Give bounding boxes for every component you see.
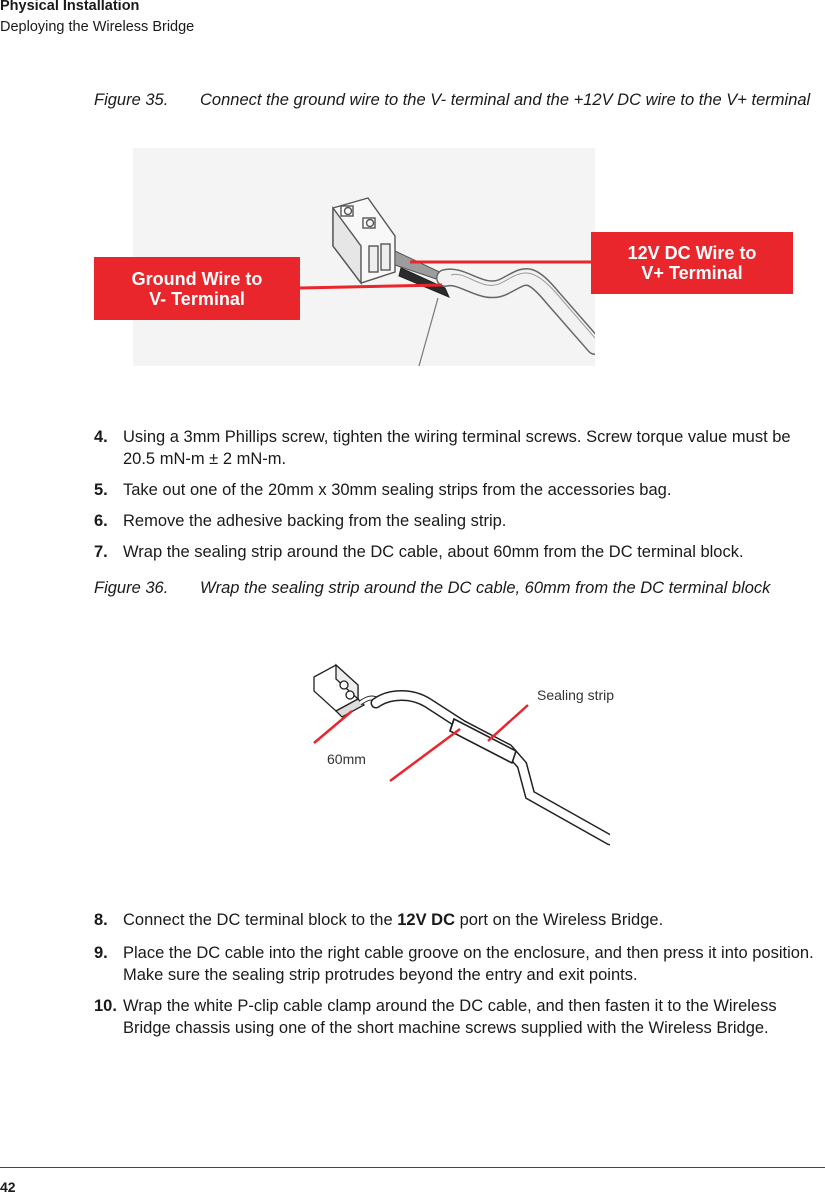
step-number: 10. [94,997,117,1015]
distance-leader-right [390,729,460,781]
running-header-section: Physical Installation [0,0,140,14]
figure-35-number: Figure 35. [94,91,169,109]
figure-35-caption-text: Connect the ground wire to the V- terminal and the +12V DC wire to the V+ terminal [200,91,811,109]
dc-callout-line1: 12V DC Wire to [627,243,757,263]
ground-callout-line1: Ground Wire to [131,268,263,289]
step-text: Wrap the white P-clip cable clamp around the DC cable, and then fasten it to the Wireless Bridge chassis using one of the short machine screws supplied with the Wireless Bridge. [123,997,777,1037]
step-text: Take out one of the 20mm x 30mm sealing strips from the accessories bag. [123,481,672,499]
distance-leader-left [314,711,352,743]
footer-rule [0,1167,825,1168]
port-name-bold: 12V DC [397,911,455,929]
step-number: 4. [94,428,108,446]
ground-callout-line2: V- Terminal [149,288,245,309]
dc-wire-callout [591,232,793,294]
ground-leader-line [300,285,442,288]
step-10 [94,995,825,1061]
step-text: Connect the DC terminal block to the 12V DC port on the Wireless Bridge. [123,911,664,929]
step-number: 8. [94,911,108,929]
figure-36-number: Figure 36. [94,579,169,597]
distance-60mm-label: 60mm [327,751,366,767]
page-number: 42 [0,1179,16,1195]
step-text: Using a 3mm Phillips screw, tighten the wiring terminal screws. Screw torque value must be 20.5 mN-m ± 2 mN-m. [123,428,791,468]
step-9 [94,942,825,986]
strip-leader [488,705,528,741]
step-number: 5. [94,481,108,499]
step-text: Remove the adhesive backing from the sealing strip. [123,512,507,530]
step-number: 7. [94,543,108,561]
step-text: Wrap the sealing strip around the DC cable, about 60mm from the DC terminal block. [123,543,744,561]
running-header-subsection: Deploying the Wireless Bridge [0,19,195,35]
figure-35-leader-lines [0,0,825,400]
sealing-strip-label: Sealing strip [537,687,615,703]
step-text: Place the DC cable into the right cable groove on the enclosure, and then press it into position. Make sure the sealing strip protrudes beyond the entry and exit points. [123,944,814,984]
ground-wire-callout [94,257,300,320]
figure-36-caption-text: Wrap the sealing strip around the DC cable, 60mm from the DC terminal block [200,579,771,597]
step-number: 9. [94,944,108,962]
step-number: 6. [94,512,108,530]
step-4 [94,426,825,470]
dc-callout-line2: V+ Terminal [641,263,743,283]
